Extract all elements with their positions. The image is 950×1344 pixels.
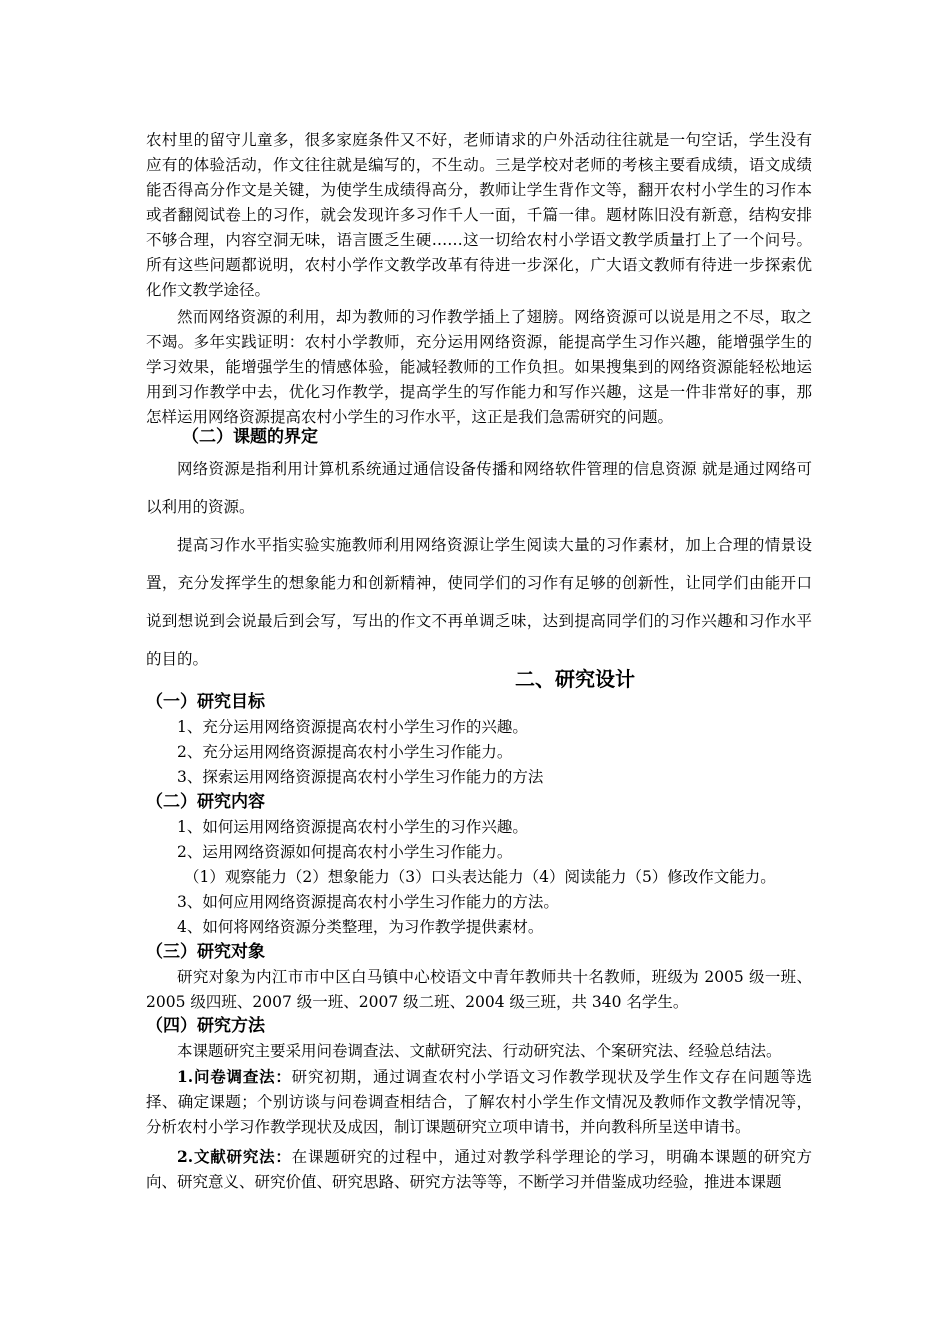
section-title-research-design: 二、研究设计 [515, 667, 635, 691]
definition-heading: （二）课题的界定 [182, 427, 318, 447]
intro-paragraph-2: 然而网络资源的利用，却为教师的习作教学插上了翅膀。网络资源可以说是用之不尽，取之不竭。多年实践证明：农村小学教师，充分运用网络资源，能提高学生习作兴趣，能增强学生的学习效果，能增强学生的情感体验，能减轻教师的工作负担。如果搜集到的网络资源能轻松地运用到习作教学中去，优化习作教学，提高学生的写作能力和写作兴趣，这是一件非常好的事，那怎样运用网络资源提高农村小学生的习作水平，这正是我们急需研究的问题。 [146, 308, 812, 426]
research-content-section [146, 790, 812, 940]
intro-section [146, 128, 812, 430]
goal-item-3: 3、探索运用网络资源提高农村小学生习作能力的方法 [177, 768, 544, 786]
research-goals-heading: （一）研究目标 [146, 692, 265, 712]
content-item-1: 1、如何运用网络资源提高农村小学生的习作兴趣。 [177, 818, 528, 836]
definition-section [146, 424, 812, 678]
method-literature [146, 1144, 812, 1195]
research-goals-section [146, 690, 812, 790]
content-item-2-abilities: （1）观察能力（2）想象能力（3）口头表达能力（4）阅读能力（5）修改作文能力。 [184, 868, 776, 886]
definition-paragraph-1: 网络资源是指利用计算机系统通过通信设备传播和网络软件管理的信息资源 就是通过网络可以利用的资源。 [146, 460, 812, 516]
definition-paragraph-2: 提高习作水平指实验实施教师利用网络资源让学生阅读大量的习作素材，加上合理的情景设置，充分发挥学生的想象能力和创新精神，使同学们的习作有足够的创新性，让同学们由能开口说到想说到会说最后到会写，写出的作文不再单调乏味，达到提高同学们的习作兴趣和习作水平的目的。 [146, 536, 812, 668]
research-subjects-heading: （三）研究对象 [146, 942, 265, 962]
goal-item-1: 1、充分运用网络资源提高农村小学生习作的兴趣。 [177, 718, 528, 736]
research-methods-intro: 本课题研究主要采用问卷调查法、文献研究法、行动研究法、个案研究法、经验总结法。 [177, 1042, 782, 1060]
method-questionnaire-text: 研究初期，通过调查农村小学语文习作教学现状及学生作文存在问题等选择、确定课题；个别访谈与问卷调查相结合，了解农村小学生作文情况及教师作文教学情况等，分析农村小学习作教学现状及成因，制订课题研究立项申请书，并向教科所呈送申请书。 [146, 1068, 812, 1136]
method-literature-lead: 2.文献研究法： [177, 1147, 292, 1166]
research-subjects-paragraph: 研究对象为内江市市中区白马镇中心校语文中青年教师共十名教师，班级为 2005 级一班、2005 级四班、2007 级一班、2007 级二班、2004 级三班，共 340 名学生。 [146, 968, 812, 1011]
intro-paragraph-1: 农村里的留守儿童多，很多家庭条件又不好，老师请求的户外活动往往就是一句空话，学生没有应有的体验活动，作文往往就是编写的，不生动。三是学校对老师的考核主要看成绩，语文成绩能否得高分作文是关键，为使学生成绩得高分，教师让学生背作文等，翻开农村小学生的习作本或者翻阅试卷上的习作，就会发现许多习作千人一面，千篇一律。题材陈旧没有新意，结构安排不够合理，内容空洞无味，语言匮乏生硬……这一切给农村小学语文教学质量打上了一个问号。所有这些问题都说明，农村小学作文教学改革有待进一步深化，广大语文教师有待进一步探索优化作文教学途径。 [146, 131, 812, 299]
content-item-2: 2、运用网络资源如何提高农村小学生习作能力。 [177, 843, 513, 861]
content-item-4: 4、如何将网络资源分类整理，为习作教学提供素材。 [177, 918, 544, 936]
method-questionnaire-lead: 1.问卷调查法： [177, 1067, 292, 1086]
method-questionnaire [146, 1064, 812, 1140]
research-methods-section [146, 1014, 812, 1195]
research-methods-heading: （四）研究方法 [146, 1016, 265, 1036]
goal-item-2: 2、充分运用网络资源提高农村小学生习作能力。 [177, 743, 513, 761]
research-subjects-section [146, 940, 812, 1015]
research-content-heading: （二）研究内容 [146, 792, 265, 812]
method-literature-text: 在课题研究的过程中，通过对教学科学理论的学习，明确本课题的研究方向、研究意义、研究价值、研究思路、研究方法等等，不断学习并借鉴成功经验，推进本课题 [146, 1148, 812, 1191]
content-item-3: 3、如何应用网络资源提高农村小学生习作能力的方法。 [177, 893, 559, 911]
